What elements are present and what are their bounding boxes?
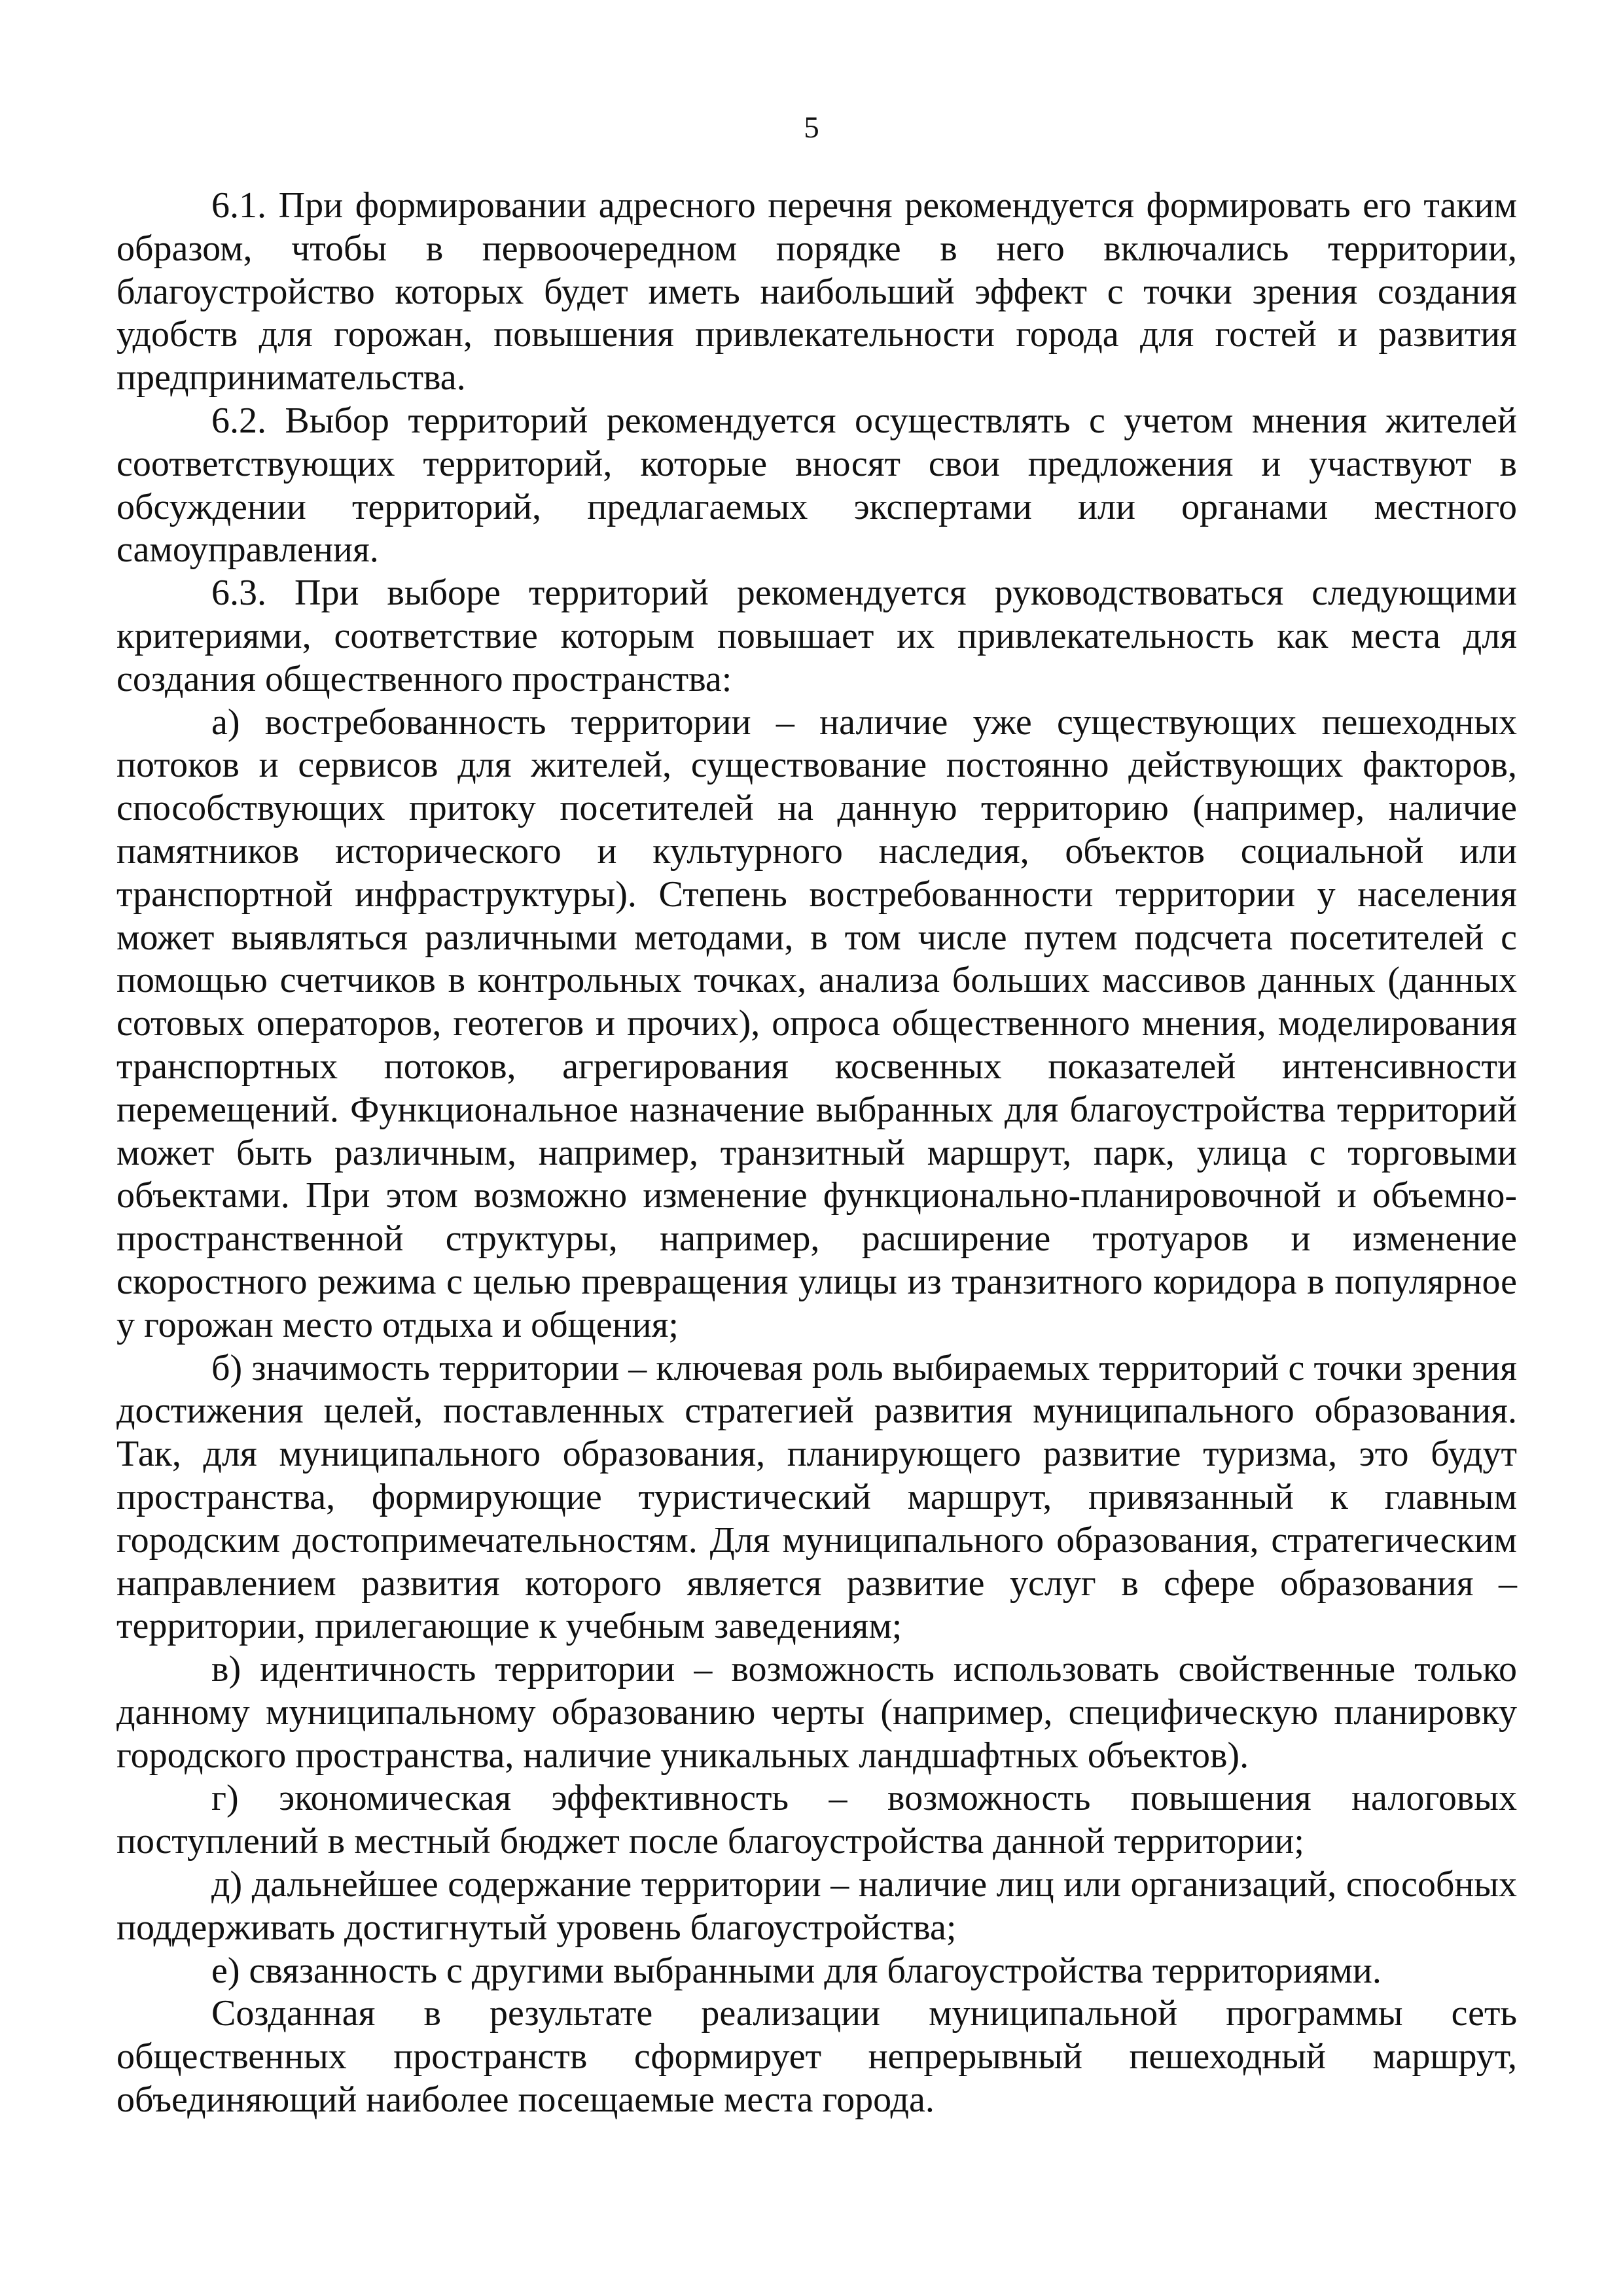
paragraph-6-3: 6.3. При выборе территорий рекомендуется руководствоваться следующими критериями, соответствие которым повышает их привлекательность как места для создания общественного пространства: xyxy=(116,573,1517,699)
criterion-d: д) дальнейшее содержание территории – наличие лиц или организаций, способных поддерживать достигнутый уровень благоустройства; xyxy=(116,1864,1517,1948)
criterion-g: г) экономическая эффективность – возможность повышения налоговых поступлений в местный бюджет после благоустройства данной территории; xyxy=(116,1778,1517,1862)
closing-paragraph: Созданная в результате реализации муниципальной программы сеть общественных пространств сформирует непрерывный пешеходный маршрут, объединяющий наиболее посещаемые места города. xyxy=(116,1993,1517,2121)
criterion-b: б) значимость территории – ключевая роль выбираемых территорий с точки зрения достижения целей, поставленных стратегией развития муниципального образования. Так, для муниципального образования, планирующего развитие туризма, это будут пространства, формирующие туристический маршрут, привязанный к главным городским достопримечательностям. Для муниципального образования, стратегическим направлением развития которого является развитие услуг в сфере образования – территории, прилегающие к учебным заведениям; xyxy=(116,1347,1517,1647)
paragraph-6-1: 6.1. При формировании адресного перечня рекомендуется формировать его таким образом, чтобы в первоочередном порядке в него включались территории, благоустройство которых будет иметь наибольший эффект с точки зрения создания удобств для горожан, повышения привлекательности города для гостей и развития предпринимательства. xyxy=(116,185,1517,398)
document-body xyxy=(116,185,1517,2122)
criterion-a: а) востребованность территории – наличие уже существующих пешеходных потоков и сервисов для жителей, существование постоянно действующих факторов, способствующих притоку посетителей на данную территорию (например, наличие памятников исторического и культурного наследия, объектов социальной или транспортной инфраструктуры). Степень востребованности территории у населения может выявляться различными методами, в том числе путем подсчета посетителей с помощью счетчиков в контрольных точках, анализа больших массивов данных (данных сотовых операторов, геотегов и прочих), опроса общественного мнения, моделирования транспортных потоков, агрегирования косвенных показателей интенсивности перемещений. Функциональное назначение выбранных для благоустройства территорий может быть различным, например, транзитный маршрут, парк, улица с торговыми объектами. При этом возможно изменение функционально-планировочной и объемно-пространственной структуры, например, расширение тротуаров и изменение скоростного режима с целью превращения улицы из транзитного коридора в популярное у горожан место отдыха и общения; xyxy=(116,701,1517,1345)
criterion-v: в) идентичность территории – возможность использовать свойственные только данному муниципальному образованию черты (например, специфическую планировку городского пространства, наличие уникальных ландшафтных объектов). xyxy=(116,1649,1517,1776)
criterion-e: е) связанность с другими выбранными для благоустройства территориями. xyxy=(211,1950,1382,1991)
paragraph-6-2: 6.2. Выбор территорий рекомендуется осуществлять с учетом мнения жителей соответствующих территорий, которые вносят свои предложения и участвуют в обсуждении территорий, предлагаемых экспертами или органами местного самоуправления. xyxy=(116,400,1517,571)
page-number: 5 xyxy=(804,111,819,145)
